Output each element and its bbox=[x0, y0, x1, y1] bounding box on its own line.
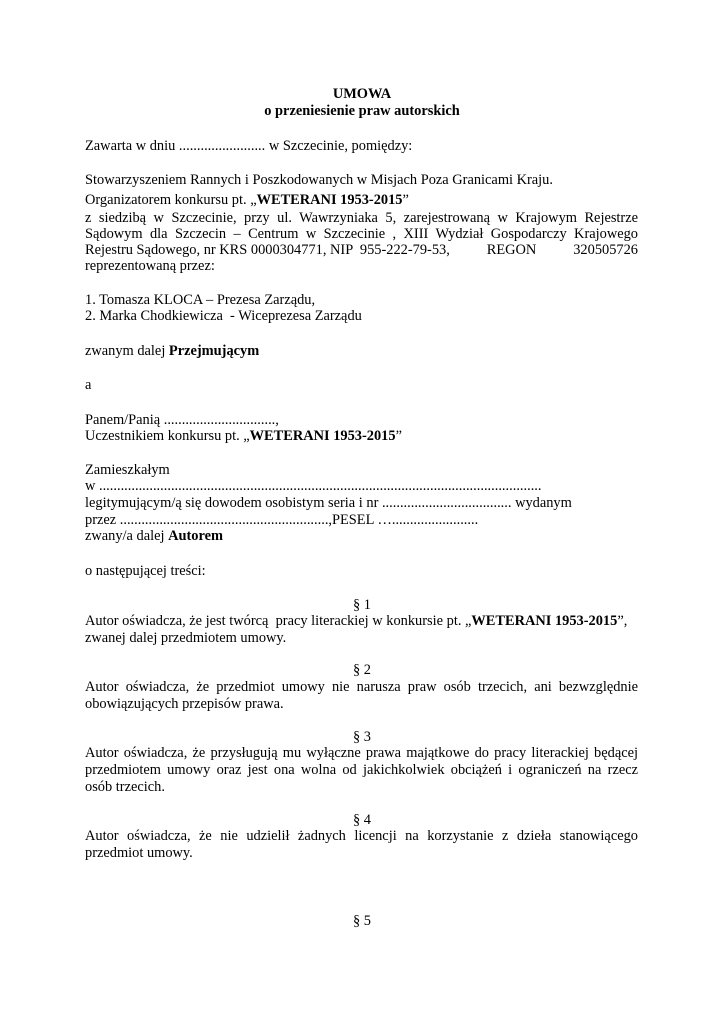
document-subtitle: o przeniesienie praw autorskich bbox=[264, 103, 460, 119]
section-1-suffix: ”, bbox=[617, 613, 628, 629]
content-intro: o następującej treści: bbox=[85, 563, 206, 579]
party1-organizer-line bbox=[85, 192, 409, 209]
party1-address-line3 bbox=[85, 242, 638, 259]
party1-address-line2: Sądowym dla Szczecin – Centrum w Szczecinie , XIII Wydział Gospodarczy Krajowego bbox=[85, 226, 638, 242]
organizer-suffix: ” bbox=[402, 192, 409, 208]
section-2-line2: obowiązujących przepisów prawa. bbox=[85, 696, 284, 712]
id-line-2: przez ..........................................................,PESEL …........................ bbox=[85, 512, 479, 528]
party1-name: Stowarzyszeniem Rannych i Poszkodowanych w Misjach Poza Granicami Kraju. bbox=[85, 172, 553, 188]
organizer-prefix: Organizatorem konkursu pt. „ bbox=[85, 192, 257, 208]
section-5-mark: § 5 bbox=[353, 913, 371, 929]
party1-address-line1: z siedzibą w Szczecinie, przy ul. Wawrzyniaka 5, zarejestrowaną w Krajowym Rejestrze bbox=[85, 210, 638, 226]
representative-1: 1. Tomasza KLOCA – Prezesa Zarządu, bbox=[85, 292, 316, 308]
krs-nip: Rejestru Sądowego, nr KRS 0000304771, NIP 955-222-79-53, bbox=[85, 242, 450, 258]
document-title: UMOWA bbox=[332, 86, 392, 102]
participant-suffix: ” bbox=[395, 428, 402, 444]
party2-name-line: Panem/Panią ..............................., bbox=[85, 412, 279, 428]
and-word: a bbox=[85, 377, 92, 393]
party2-participant-line bbox=[85, 428, 402, 445]
section-2-mark: § 2 bbox=[353, 662, 371, 678]
role-acquirer: Przejmującym bbox=[168, 343, 260, 359]
section-1-text: Autor oświadcza, że jest twórcą pracy literackiej w konkursie pt. „ bbox=[85, 613, 472, 629]
section-3-mark: § 3 bbox=[353, 729, 371, 745]
id-line-1: legitymującym/ą się dowodem osobistym seria i nr .................................... wydanym bbox=[85, 495, 572, 511]
concluded-line: Zawarta w dniu ........................ w Szczecinie, pomiędzy: bbox=[85, 138, 413, 154]
section-3-line2: przedmiotem umowy oraz jest ona wolna od jakichkolwiek obciążeń i ograniczeń na rzecz bbox=[85, 762, 638, 778]
section-2-line1: Autor oświadcza, że przedmiot umowy nie narusza praw osób trzecich, ani bezwzględnie bbox=[85, 679, 638, 695]
regon-label: REGON bbox=[486, 242, 537, 258]
representative-2: 2. Marka Chodkiewicza - Wiceprezesa Zarządu bbox=[85, 308, 362, 324]
called-prefix-2: zwany/a dalej bbox=[85, 528, 169, 544]
section-1-line1 bbox=[85, 613, 627, 630]
resident-label: Zamieszkałym bbox=[85, 462, 170, 478]
section-3-line1: Autor oświadcza, że przysługują mu wyłączne prawa majątkowe do pracy literackiej będącej bbox=[85, 745, 638, 761]
section-3-line3: osób trzecich. bbox=[85, 779, 165, 795]
contest-name: WETERANI 1953-2015 bbox=[256, 192, 403, 208]
section-4-line2: przedmiot umowy. bbox=[85, 845, 193, 861]
regon-number: 320505726 bbox=[573, 242, 638, 258]
participant-prefix: Uczestnikiem konkursu pt. „ bbox=[85, 428, 250, 444]
party1-called-line bbox=[85, 343, 259, 360]
section-4-line1: Autor oświadcza, że nie udzielił żadnych licencji na korzystanie z dzieła stanowiącego bbox=[85, 828, 638, 844]
party2-called-line bbox=[85, 528, 223, 545]
called-prefix: zwanym dalej bbox=[85, 343, 169, 359]
resident-address-dots: w ........................................................................................................................... bbox=[85, 478, 542, 494]
role-author: Autorem bbox=[168, 528, 223, 544]
represented-by: reprezentowaną przez: bbox=[85, 258, 215, 274]
section-1-mark: § 1 bbox=[353, 597, 371, 613]
contest-name-2: WETERANI 1953-2015 bbox=[249, 428, 396, 444]
section-1-contest: WETERANI 1953-2015 bbox=[471, 613, 618, 629]
section-4-mark: § 4 bbox=[353, 812, 371, 828]
section-1-line2: zwanej dalej przedmiotem umowy. bbox=[85, 630, 287, 646]
